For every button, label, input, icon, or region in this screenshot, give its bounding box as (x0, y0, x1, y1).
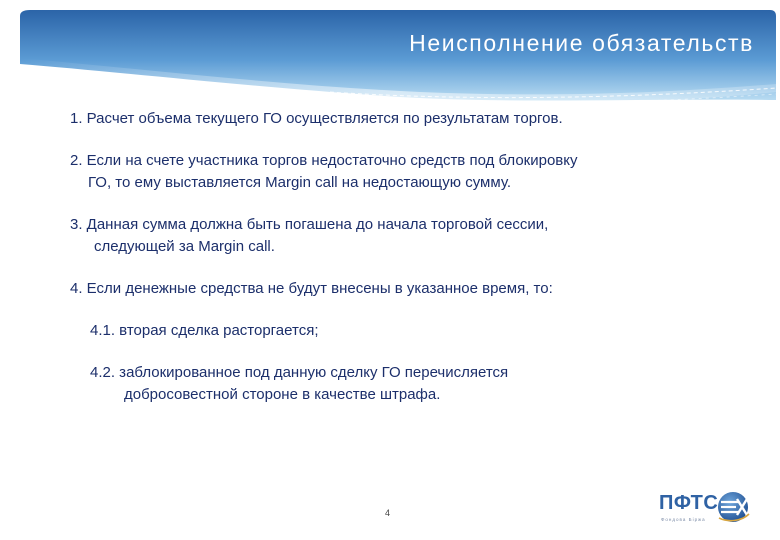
slide-content (70, 108, 750, 426)
list-item-text-continued: следующей за Margin call. (94, 238, 275, 255)
slide-title: Неисполнение обязательств (409, 30, 754, 56)
header-banner (0, 0, 780, 120)
logo-text: ПФТС (659, 492, 719, 514)
list-item-text-continued: добросовестной стороне в качестве штрафа. (124, 386, 441, 403)
pfts-globe-icon (715, 490, 751, 524)
list-item-text: 4. Если денежные средства не будут внесены в указанное время, то: (70, 280, 553, 297)
list-subitem-4-1 (70, 320, 750, 342)
pfts-logo (655, 488, 755, 528)
list-item-2 (70, 150, 750, 194)
list-item-text: 3. Данная сумма должна быть погашена до начала торговой сессии, (70, 216, 549, 233)
list-item-text-continued: ГО, то ему выставляется Margin call на недостающую сумму. (88, 174, 512, 191)
list-item-text: 4.1. вторая сделка расторгается; (90, 322, 319, 339)
page-number: 4 (385, 508, 391, 518)
list-item-text: 1. Расчет объема текущего ГО осуществляется по результатам торгов. (70, 110, 563, 127)
list-subitem-4-2 (70, 362, 750, 406)
list-item-text: 2. Если на счете участника торгов недостаточно средств под блокировку (70, 152, 578, 169)
banner-wave-graphic (0, 0, 780, 120)
list-item-1 (70, 108, 750, 130)
list-item-4 (70, 278, 750, 300)
list-item-3 (70, 214, 750, 258)
logo-subtext: Фондова Біржа (661, 517, 706, 522)
list-item-text: 4.2. заблокированное под данную сделку ГО перечисляется (90, 364, 509, 381)
